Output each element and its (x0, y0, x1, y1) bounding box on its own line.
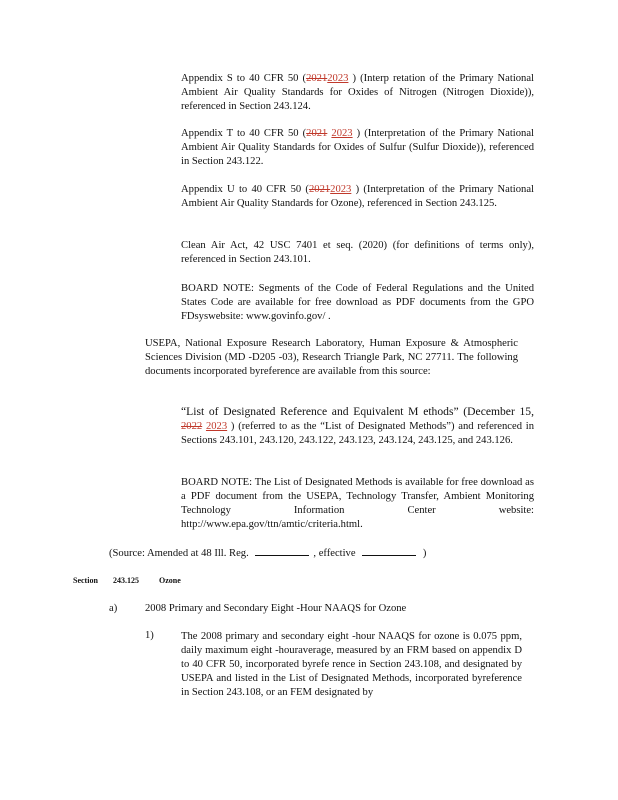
board-note-list: BOARD NOTE: The List of Designated Methods is available for free download as a PDF document from the USEPA, Technology Transfer, Ambient Monitoring Technology Information Center website: http://www.epa.gov/ttn/amtic/criteria.html. (181, 477, 534, 530)
text: Appendix S to 40 CFR 50 ( (181, 73, 307, 84)
deleted-year: 2021 (306, 128, 328, 139)
inserted-year: 2023 (330, 184, 352, 195)
section-label: Section (73, 576, 98, 585)
inserted-year: 2023 (327, 73, 349, 84)
subsection-marker: a) (109, 603, 118, 614)
text: Appendix T to 40 CFR 50 ( (181, 128, 307, 139)
subsection-title: 2008 Primary and Secondary Eight -Hour NAAQS for Ozone (145, 603, 407, 614)
text: ) (referred to as the “List of Designated Methods”) and referenced in Sections 243.101, 243.120, 243.122, 243.123, 243.124, 243.125, and 243.126. (181, 421, 535, 446)
item-marker: 1) (145, 630, 154, 641)
blank-line (255, 545, 309, 556)
board-note-cfr: BOARD NOTE: Segments of the Code of Federal Regulations and the United States Code are available for free download as PDF documents from the GPO FDsyswebsite: www.govinfo.gov/ . (181, 283, 534, 322)
paragraph-appendix-u (181, 183, 534, 211)
text: ) (Interpretation of the Primary National Ambient Air Quality Standards for Ozone), referenced in Section 243.125. (181, 184, 534, 209)
text: “List of Designated Reference and Equivalent M ethods” (December 15, (181, 405, 534, 418)
item-text: The 2008 primary and secondary eight -hour NAAQS for ozone is 0.075 ppm, daily maximum eight -houraverage, measured by an FRM based on appendix D to 40 CFR 50, incorporated byrefe rence in Section 243.108, and designated by USEPA and listed in the List of Designated Methods, incorporated byreference in Section 243.108, or an FEM designated by (181, 631, 522, 698)
section-number: 243.125 (113, 576, 139, 585)
paragraph-appendix-t (181, 127, 534, 169)
paragraph-usepa-address: USEPA, National Exposure Research Laboratory, Human Exposure & Atmospheric Sciences Division (MD -D205 -03), Research Triangle Park, NC 27711. The following documents incorporated byreference are available from this source: (145, 338, 518, 377)
deleted-year: 2022 (181, 421, 203, 432)
deleted-year: 2021 (308, 184, 331, 195)
text: , effective (313, 548, 356, 559)
paragraph-list-of-methods (181, 405, 534, 448)
inserted-year: 2023 (205, 421, 228, 432)
blank-line (362, 545, 416, 556)
text: Appendix U to 40 CFR 50 ( (181, 184, 309, 195)
text: ) (Interp retation of the Primary National Ambient Air Quality Standards for Oxides of Nitrogen (Nitrogen Dioxide)), referenced in Section 243.124. (181, 73, 534, 112)
text: ) (Interpretation of the Primary National Ambient Air Quality Standards for Oxides of Sulfur (Sulfur Dioxide)), referenced in Section 243.122. (181, 128, 534, 167)
inserted-year: 2023 (331, 128, 353, 139)
section-title: Ozone (159, 576, 181, 585)
deleted-year: 2021 (306, 73, 328, 84)
paragraph-clean-air-act: Clean Air Act, 42 USC 7401 et seq. (2020) (for definitions of terms only), referenced in Section 243.101. (181, 240, 534, 265)
source-note (109, 545, 426, 559)
text: (Source: Amended at 48 Ill. Reg. (109, 548, 249, 559)
text: ) (422, 548, 427, 559)
paragraph-appendix-s (181, 72, 534, 114)
